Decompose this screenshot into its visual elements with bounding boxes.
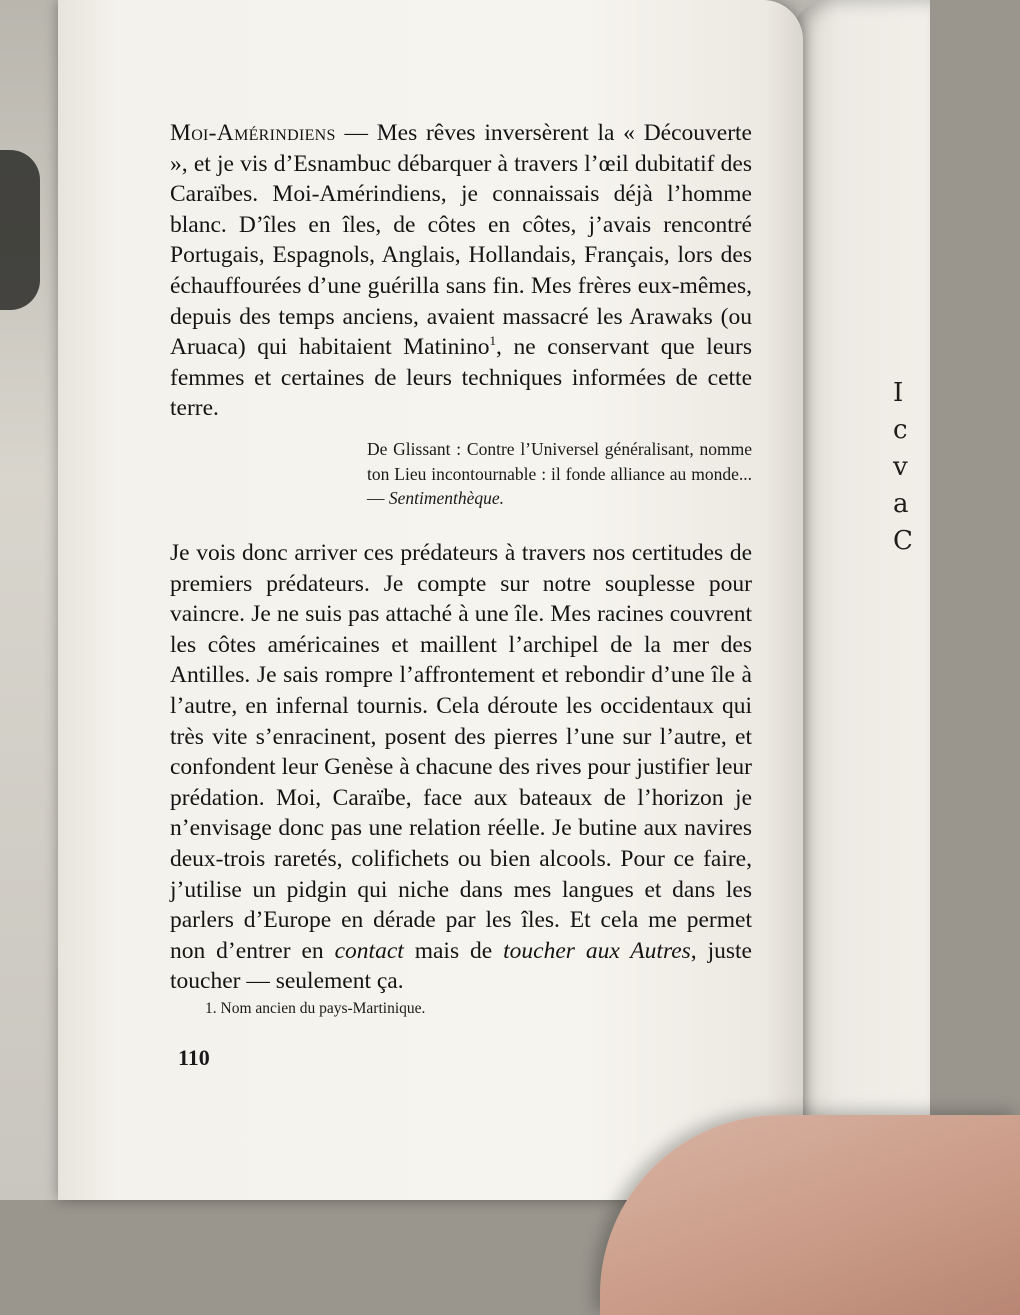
background-object [0, 150, 40, 310]
footnote-reference: 1 [489, 333, 496, 349]
emphasis-contact: contact [334, 937, 404, 964]
adjacent-letter: C [893, 526, 913, 556]
paragraph-1-text: — Mes rêves inversèrent la « Découverte », et je vis d’Esnambuc débarquer à travers l’œil dubitatif des Caraïbes. Moi-Amérindiens, je connaissais déjà l’homme blanc. D’îles en îles, de côtes en côtes, j’avais rencontré Portugais, Espagnols, Anglais, Hollandais, Français, lors des échauffourées d’une guérilla sans fin. Mes frères eux-mêmes, depuis des temps anciens, avaient massacré les Arawaks (ou Aruaca) qui habitaient Matinino [170, 120, 752, 361]
paragraph-2-text-b: mais de [403, 937, 504, 964]
adjacent-letter: c [893, 415, 908, 445]
epigraph-quote [367, 437, 752, 511]
quote-source: Sentimenthèque. [388, 488, 505, 508]
paragraph-2-text-c: , juste toucher — seulement ça. [170, 937, 752, 995]
section-heading: Moi-Amérindiens [170, 120, 336, 146]
paragraph-1 [170, 118, 752, 424]
paragraph-2-text: Je vois donc arriver ces prédateurs à travers nos certitudes de premiers prédateurs. Je compte sur notre souplesse pour vaincre. Je ne suis pas attaché à une île. Mes racines couvrent les côtes américaines et maillent l’archipel de la mer des Antilles. Je sais rompre l’affrontement et rebondir d’une île à l’autre, en infernal tournis. Cela déroute les occidentaux qui très vite s’enracinent, posent des pierres l’une sur l’autre, et confondent leur Genèse à chacune des rives pour justifier leur prédation. Moi, Caraïbe, face aux bateaux de l’horizon je n’envisage donc pas une relation réelle. Je butine aux navires deux-trois raretés, colifichets ou bien alcools. Pour ce faire, j’utilise un pidgin qui niche dans mes langues et dans les parlers d’Europe en dérade par les îles. Et cela me permet non d’entrer en [170, 540, 752, 964]
paragraph-1-text-end: , ne conservant que leurs femmes et certaines de leurs techniques informées de cette terre. [170, 334, 752, 422]
quote-text: De Glissant : Contre l’Universel généralisant, nomme ton Lieu incontournable : il fonde alliance au monde... — [367, 439, 752, 508]
emphasis-toucher: toucher aux Autres [503, 937, 691, 964]
adjacent-page-text [893, 375, 913, 560]
paragraph-2 [170, 538, 752, 997]
adjacent-page [790, 0, 930, 1200]
page-number: 110 [178, 1045, 210, 1070]
adjacent-letter: v [893, 452, 908, 482]
footnote: 1. Nom ancien du pays-Martinique. [205, 1000, 426, 1017]
adjacent-letter: a [893, 489, 909, 519]
adjacent-letter: I [893, 378, 904, 408]
